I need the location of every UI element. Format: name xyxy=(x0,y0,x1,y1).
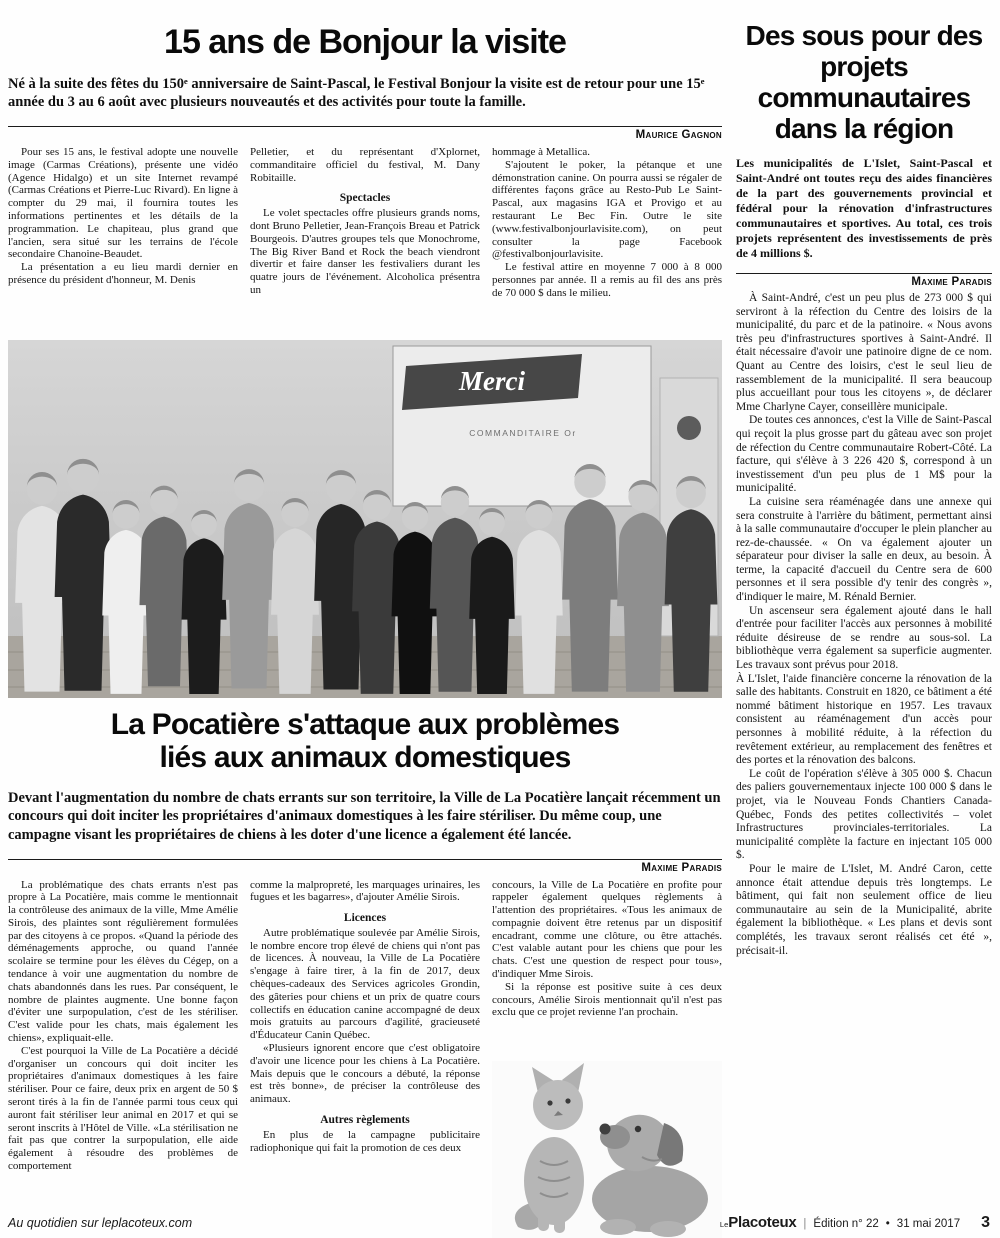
paragraph: La présentation a eu lieu mardi dernier en présence du président d'honneur, M. Denis xyxy=(8,261,238,286)
sidebar-lead: Les municipalités de L'Islet, Saint-Pascal et Saint-André ont toutes reçu des aides financières de la part des gouvernements provincial et fédéral pour la rénovation d'infrastructures communautaires et sportives. Au total, ces trois projets représentent des investissements de près de 4 millions $. xyxy=(736,156,992,260)
paragraph: À L'Islet, l'aide financière concerne la rénovation de la salle des habitants. Construit en 1820, ce bâtiment a été nommé bâtiment historique en 1957. Les travaux consistent au réaménagement d'un accès pour personnes à mobilité réduite, à la réfection du revêtement extérieur, au remplacement des fenêtres et des portes et la rénovation des balcons. xyxy=(736,672,992,767)
brand-logo xyxy=(720,1214,797,1231)
article2-headline-line1: La Pocatière s'attaque aux problèmes xyxy=(110,708,620,741)
page-number: 3 xyxy=(981,1214,990,1231)
screen-subtext: COMMANDITAIRE Or xyxy=(469,428,577,438)
paragraph: S'ajoutent le poker, la pétanque et une démonstration canine. On pourra aussi se régaler de différentes façons grâce au Resto-Pub Le Saint-Pascal, aux magasins IGA et Provigo et au restaurant Le Bec Fin. Outre le site (www.festivalbonjourlavisite.com), on peut consulter la page Facebook @festivalbonjourlavisite. xyxy=(492,158,722,261)
paragraph: De toutes ces annonces, c'est la Ville de Saint-Pascal qui reçoit la plus grosse part du gâteau avec son projet de réfection du Centre communautaire Robert-Côté. La facture, qui s'élève à 3 226 420 $, correspond à un investissement d'un peu plus de 1 M$ pour la municipalité. xyxy=(736,414,992,495)
article1-columns xyxy=(8,146,722,334)
edition-label: Édition n° 22 xyxy=(813,1218,879,1230)
footer-bullet: • xyxy=(885,1218,890,1230)
paragraph: Pelletier, et du représentant d'Xplornet, commanditaire officiel du festival, M. Dany Robitaille. xyxy=(250,146,480,184)
sidebar-headline: Des sous pour des projets communautaires dans la région xyxy=(745,20,983,144)
article2-byline: Maxime Paradis xyxy=(641,861,722,874)
group-photo xyxy=(8,340,722,698)
sidebar-body xyxy=(736,292,992,958)
article1-column-1 xyxy=(8,146,238,334)
article1-headline: 15 ans de Bonjour la visite xyxy=(164,23,566,61)
article-des-sous-projets xyxy=(736,20,992,958)
article1-column-2 xyxy=(250,146,480,334)
paragraph: Autre problématique soulevée par Amélie Sirois, le nombre encore trop élevé de chiens qui n'ont pas de licences. À nouveau, la Ville de La Pocatière s'engage à faire tirer, à la fin de 2017, deux chèques-cadeaux des Services agricoles Grondin, des gâteries pour chiens et un prix de quatre cours collectifs en éducation canine accompagné de deux mois gratuits au parcours d'agilité, gracieuseté d'Éducateur Canin Québec. xyxy=(250,926,480,1042)
paragraph: La cuisine sera réaménagée dans une annexe qui sera construite à l'arrière du bâtiment, permettant ainsi à la salle communautaire d'occuper le plein plancher au rez-de-chaussée. « On va également ajouter un séparateur pour diviser la salle en deux, au besoin. À terme, la capacité d'accueil du Centre sera de 600 personnes et il sera possible d'y tenir des congrès », d'indiquer le maire, M. Rénald Bernier. xyxy=(736,495,992,604)
sidebar-article-zone xyxy=(736,0,992,1238)
subhead-spectacles: Spectacles xyxy=(339,192,391,205)
paragraph: hommage à Metallica. xyxy=(492,146,591,158)
paragraph: Si la réponse est positive suite à ces deux concours, Amélie Sirois mentionnait qu'il n'est pas exclu que ce projet revienne l'an prochain. xyxy=(492,980,722,1019)
paragraph: Le volet spectacles offre plusieurs grands noms, dont Bruno Pelletier, Jean-François Breau et Patrick Bourgeois. D'autres groupes tels que Monochrome, The Big River Band et Rock the beach viendront divertir et faire danser les festivaliers durant les quatre jours de l'événement. Alcoholica présentra un xyxy=(250,207,480,296)
paragraph: Pour ses 15 ans, le festival adopte une nouvelle image (Carmas Créations), présente une vidéo (Agence Hidalgo) et un site Internet revampé (Carmas Créations et Pierre-Luc Rivard). En ligne à compter du 29 mai, il fournira toutes les informations pertinentes et les détails de la programmation. Le chapiteau, plus grand que l'ancien, sera situé sur les terrains de l'école secondaire Chanoine-Beaudet. xyxy=(8,146,238,261)
article2-column-2 xyxy=(250,879,480,1238)
article2-headline-line2: liés aux animaux domestiques xyxy=(159,741,571,774)
paragraph: Pour le maire de L'Islet, M. André Caron, cette annonce était attendue depuis très longtemps. Le bâtiment, qui fait non seulement office de lieu communautaire au sein de la Municipalité, abrite également la bibliothèque. « Les plans et devis sont complétés, les travaux seront réalisés cet été », précisait-il. xyxy=(736,862,992,957)
paragraph: Le festival attire en moyenne 7 000 à 8 000 personnes par année. Il a remis au fil des ans près de 70 000 $ dans le milieu. xyxy=(492,261,722,299)
merci-banner-text: Merci xyxy=(459,366,525,396)
article-pocatiere-animaux xyxy=(8,708,722,1238)
article2-column-1 xyxy=(8,879,238,1238)
footer-separator: | xyxy=(803,1218,807,1230)
paragraph: En plus de la campagne publicitaire radiophonique qui fait la promotion de ces deux xyxy=(250,1128,480,1154)
article2-lead: Devant l'augmentation du nombre de chats errants sur son territoire, la Ville de La Pocatière lançait récemment un concours qui doit inciter les propriétaires d'animaux domestiques à les faire stériliser. Du même coup, une campagne visant les propriétaires de chiens à les doter d'une licence a également été lancée. xyxy=(8,789,721,843)
brand-prefix: Le xyxy=(719,1220,729,1229)
paragraph: comme la malpropreté, les marquages urinaires, les fugues et les bagarres», d'ajouter Amélie Sirois. xyxy=(250,878,480,904)
paragraph: «Plusieurs ignorent encore que c'est obligatoire d'avoir une licence pour les chiens à La Pocatière. Mais depuis que le concours a débuté, la réponse est très bonne», de préciser la contrôleuse des animaux. xyxy=(250,1042,480,1106)
kitten-puppy-photo xyxy=(492,1061,722,1238)
article1-byline: Maurice Gagnon xyxy=(635,129,722,141)
article1-column-3 xyxy=(492,146,722,334)
paragraph: C'est pourquoi la Ville de La Pocatière a décidé d'organiser un concours qui doit inciter les propriétaires d'animaux domestiques à les faire stériliser. Pour ce faire, deux prix en argent de 50 $ seront tirés à la fin de l'année parmi tous ceux qui auront fait stériliser leur animal en 2017 et qui se seront inscrits à l'Hôtel de Ville. «La stérilisation ne fait pas que contrer la surpopulation, elle aide également à résoudre des problèmes de comportement xyxy=(8,1044,238,1173)
subhead-autres-reglements: Autres règlements xyxy=(320,1114,410,1127)
article2-columns xyxy=(8,879,722,1238)
footer-tagline: Au quotidien sur leplacoteux.com xyxy=(8,1216,193,1230)
edition-date: 31 mai 2017 xyxy=(896,1218,961,1230)
article2-headline xyxy=(8,708,722,774)
article-bonjour-la-visite xyxy=(8,24,722,698)
article2-column-3 xyxy=(492,879,722,1238)
paragraph: Le coût de l'opération s'élève à 305 000 $. Chacun des paliers gouvernementaux injecte 100 000 $ dans le projet, via le Nouveau Fonds Chantiers Canada-Québec, Fonds des petites collectivités – volet Infrastructures provinciales-territoriales. La municipalité complète la facture en injectant 105 000 $. xyxy=(736,767,992,862)
brand-name: Placoteux xyxy=(728,1214,797,1231)
sidebar-byline: Maxime Paradis xyxy=(911,276,992,288)
paragraph: Un ascenseur sera également ajouté dans le hall d'entrée pour faciliter l'accès aux personnes à mobilité réduite désireuse de se rendre au sous-sol. La bibliothèque verra également sa superficie augmenter. Les travaux sont prévus pour 2018. xyxy=(736,604,992,672)
article1-lead: Né à la suite des fêtes du 150ᵉ anniversaire de Saint-Pascal, le Festival Bonjour la visite est de retour pour une 15ᵉ année du 3 au 6 août avec plusieurs nouveautés et des activités pour toute la famille. xyxy=(8,75,705,110)
paragraph: À Saint-André, c'est un peu plus de 273 000 $ qui serviront à la réfection du Centre des loisirs de la municipalité, du parc et de la patinoire. « Nous avons très peu d'infrastructures sportives à Saint-André. Il était nécessaire d'avoir une patinoire digne de ce nom. Quant au Centre des loisirs, c'est le seul lieu de rassemblement de la municipalité. Il sera beaucoup plus accueillant pour tous les citoyens », de déclarer Mme Charlyne Cayer, conseillère municipale. xyxy=(736,292,992,413)
page-footer xyxy=(8,1214,990,1232)
paragraph: concours, la Ville de La Pocatière en profite pour rappeler également quelques règlements à l'attention des propriétaires. «Tous les animaux de compagnie doivent être retenus par un dispositif encadrant, comme une clôture, ou être attachés. C'est valable autant pour les chiens que pour les chats. C'est une question de respect pour tous», d'indiquer Mme Sirois. xyxy=(492,878,722,981)
main-articles-zone xyxy=(8,0,722,1238)
subhead-licences: Licences xyxy=(343,912,387,925)
footer-masthead xyxy=(720,1214,990,1232)
paragraph: La problématique des chats errants n'est pas propre à La Pocatière, mais comme le mentionnait la contrôleuse des animaux de la ville, Mme Amélie Sirois, des plaintes sont régulièrement formulées par des citoyens à ce propos. «Quand la période des déménagements approche, ou quand l'année scolaire se termine pour les élèves du Cégep, on a tendance à voir une augmentation du nombre de chats abandonnés dans les rues. Par conséquent, le nombre de plaintes augmente. Une bonne façon d'éviter une surpopulation, c'est de les stériliser. C'est valide pour les chats, mais également les chiens», expliquait-elle. xyxy=(8,878,238,1045)
